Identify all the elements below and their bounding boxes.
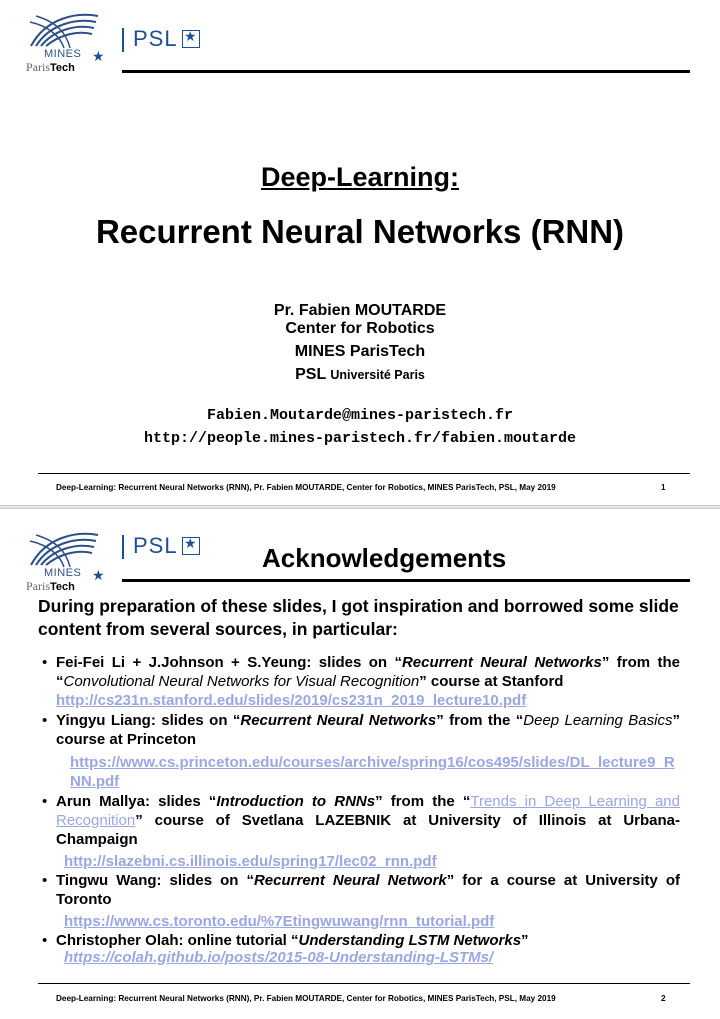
source-link[interactable]: https://colah.github.io/posts/2015-08-Understanding-LSTMs/	[64, 949, 494, 966]
logo-swirl-icon	[26, 527, 106, 571]
header-rule	[122, 70, 690, 73]
list-item: • Christopher Olah: online tutorial “Understanding LSTM Networks” https://colah.github.io/posts/2015-08-Understanding-LSTMs/	[56, 931, 680, 967]
source-link[interactable]: https://www.cs.toronto.edu/%7Etingwuwang/rnn_tutorial.pdf	[64, 913, 495, 930]
psl-star-icon: ★	[182, 30, 200, 48]
logo-paristech-text: ParisTech	[26, 579, 75, 593]
logo-swirl-icon	[26, 8, 106, 52]
page-number: 2	[661, 994, 666, 1003]
course-link[interactable]: Trends in Deep Learning and Recognition	[56, 793, 680, 829]
bullet-icon: •	[42, 793, 48, 810]
logo-paristech-text: ParisTech	[26, 60, 75, 74]
slide-1	[0, 0, 720, 506]
source-link[interactable]: https://www.cs.princeton.edu/courses/archive/spring16/cos495/slides/DL_lecture9_RNN.pdf	[70, 754, 675, 790]
source-link[interactable]: http://slazebni.cs.illinois.edu/spring17/lec02_rnn.pdf	[64, 853, 437, 870]
bullet-icon: •	[42, 712, 48, 729]
author-name: Pr. Fabien MOUTARDE	[273, 302, 447, 319]
logo-divider	[122, 28, 124, 52]
logo-mines-text: MINES	[44, 567, 82, 579]
slide-subtitle: Recurrent Neural Networks (RNN)	[95, 213, 625, 250]
psl-star-icon: ★	[182, 537, 200, 555]
footer-rule	[38, 473, 690, 474]
list-item: • Yingyu Liang: slides on “Recurrent Neural Networks” from the “Deep Learning Basics” course at Princeton https://www.cs.princeton.edu/courses/archive/spring16/cos495/slides/DL_lecture9_RNN.pdf	[42, 712, 680, 790]
author-university: PSL Université Paris	[295, 366, 425, 383]
slide-title: Acknowledgements	[262, 543, 507, 573]
author-center: Center for Robotics	[285, 320, 435, 337]
header-rule	[122, 579, 690, 582]
author-school: MINES ParisTech	[294, 343, 426, 360]
mines-paristech-logo	[26, 8, 122, 74]
author-homepage: http://people.mines-paristech.fr/fabien.moutarde	[143, 430, 577, 447]
logo-divider	[122, 535, 124, 559]
slide-2	[0, 509, 720, 1019]
bullet-icon: •	[42, 932, 48, 949]
author-email: Fabien.Moutarde@mines-paristech.fr	[206, 407, 514, 424]
footer-text: Deep-Learning: Recurrent Neural Networks (RNN), Pr. Fabien MOUTARDE, Center for Robotics, MINES ParisTech, PSL, May 2019	[56, 994, 556, 1003]
list-item: • Fei-Fei Li + J.Johnson + S.Yeung: slides on “Recurrent Neural Networks” from the “Convolutional Neural Networks for Visual Recognition” course at Stanford http://cs231n.stanford.edu/slides/2019/cs231n_2019_lecture10.pdf	[42, 654, 680, 709]
list-item: • Tingwu Wang: slides on “Recurrent Neural Network” for a course at University of Toronto https://www.cs.toronto.edu/%7Etingwuwang/rnn_tutorial.pdf	[42, 872, 681, 930]
bullet-icon: •	[42, 654, 48, 671]
source-link[interactable]: http://cs231n.stanford.edu/slides/2019/cs231n_2019_lecture10.pdf	[56, 692, 527, 709]
logo-mines-text: MINES	[44, 48, 82, 60]
slide-title: Deep-Learning:	[260, 162, 460, 192]
sources-list	[42, 653, 681, 967]
star-icon: ★	[92, 567, 105, 583]
mines-paristech-logo	[26, 527, 122, 593]
footer-text: Deep-Learning: Recurrent Neural Networks (RNN), Pr. Fabien MOUTARDE, Center for Robotics, MINES ParisTech, PSL, May 2019	[56, 483, 556, 492]
intro-text: During preparation of these slides, I got inspiration and borrowed some slide content from several sources, in particular:	[38, 596, 679, 639]
star-icon: ★	[92, 48, 105, 64]
footer-rule	[38, 983, 690, 984]
psl-logo-text: PSL	[133, 533, 178, 558]
page-number: 1	[661, 483, 666, 492]
psl-logo-text: PSL	[133, 26, 178, 51]
list-item: • Arun Mallya: slides “Introduction to RNNs” from the “Trends in Deep Learning and Recognition” course of Svetlana LAZEBNIK at University of Illinois at Urbana-Champaign http://slazebni.cs.illinois.edu/spring17/lec02_rnn.pdf	[42, 793, 680, 870]
bullet-icon: •	[42, 872, 48, 889]
